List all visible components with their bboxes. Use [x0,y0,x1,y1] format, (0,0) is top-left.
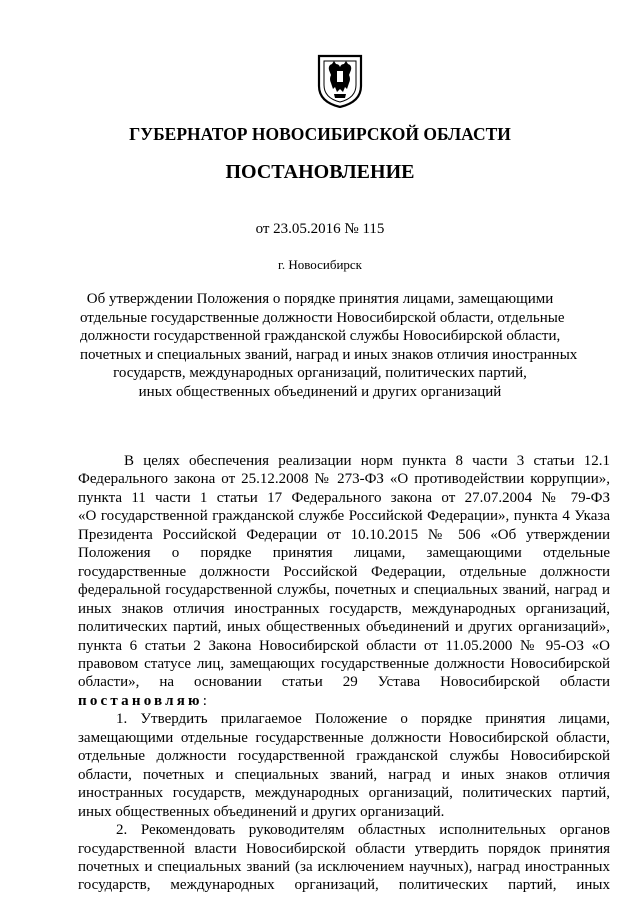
preamble-line: государственные должности Российской Федерации, отдельные должности [78,563,610,580]
subject-line: почетных и специальных званий, наград и иных знаков отличия иностранных [80,346,578,363]
preamble-line: пункта 11 части 1 статьи 17 Федерального закона от 27.07.2004 № 79-ФЗ [78,489,610,506]
authority-title: ГУБЕРНАТОР НОВОСИБИРСКОЙ ОБЛАСТИ [129,124,511,144]
subject-line: иных общественных объединений и других организаций [138,383,502,400]
item-1-line: 1. Утвердить прилагаемое Положение о порядке принятия лицами, [116,711,610,728]
item-1-line: замещающими отдельные государственные должности Новосибирской области, [78,729,610,746]
preamble-line: В целях обеспечения реализации норм пункта 8 части 3 статьи 12.1 [124,453,610,469]
item-1-line: отдельные должности государственной гражданской службы Новосибирской [78,748,610,765]
subject-line: государств, международных организаций, политических партий, [113,365,527,381]
coat-of-arms-icon [316,52,364,108]
item-2-line: государств, международных организаций, политических партий, иных [78,877,610,894]
preamble-line: пункта 6 статьи 2 Закона Новосибирской области от 11.05.2000 № 95-ОЗ «О [78,637,610,654]
resolve-colon: : [202,692,207,709]
preamble-line: Президента Российской Федерации от 10.10.2015 № 506 «Об утверждении [78,526,610,543]
item-2-line: государственной власти Новосибирской области утвердить порядок принятия [78,840,610,857]
item-1-line: иностранных государств, международных организаций, политических партий, [78,785,610,802]
resolve-line [78,692,610,710]
city-line: г. Новосибирск [277,257,362,272]
preamble-line: федеральной государственной службы, почетных и специальных званий, наград и [78,582,610,599]
preamble-line: правовом статусе лиц, замещающих государственные должности Новосибирской [78,655,610,672]
item-1-line: области, почетных и специальных званий, наград и иных знаков отличия [78,766,610,783]
preamble-line: иных знаков отличия иностранных государств, международных организаций, [78,600,610,617]
preamble-line: политических партий, иных общественных объединений и других организаций», [78,619,610,636]
subject-line: отдельные государственные должности Новосибирской области, отдельные [80,309,565,326]
document-type-title: ПОСТАНОВЛЕНИЕ [225,161,415,183]
resolve-word: постановляю [78,692,203,709]
document-subject [80,290,578,401]
subject-line: Об утверждении Положения о порядке принятия лицами, замещающими [86,291,554,307]
preamble-line: области», на основании статьи 29 Устава Новосибирской области [78,674,610,691]
date-number-line: от 23.05.2016 № 115 [255,221,385,237]
preamble-line: «О государственной гражданской службе Российской Федерации», пункта 4 Указа [78,508,610,525]
document-body [78,452,610,895]
item-2-line: 2. Рекомендовать руководителям областных исполнительных органов [116,822,610,839]
subject-line: должности государственной гражданской службы Новосибирской области, [80,328,561,344]
item-2-line: почетных и специальных званий (за исключением научных), наград иностранных [78,858,610,875]
item-1-line: иных общественных объединений и других организаций. [78,803,445,820]
preamble-line: Федерального закона от 25.12.2008 № 273-ФЗ «О противодействии коррупции», [78,471,610,488]
preamble-line: Положения о порядке принятия лицами, замещающими отдельные [78,545,610,562]
